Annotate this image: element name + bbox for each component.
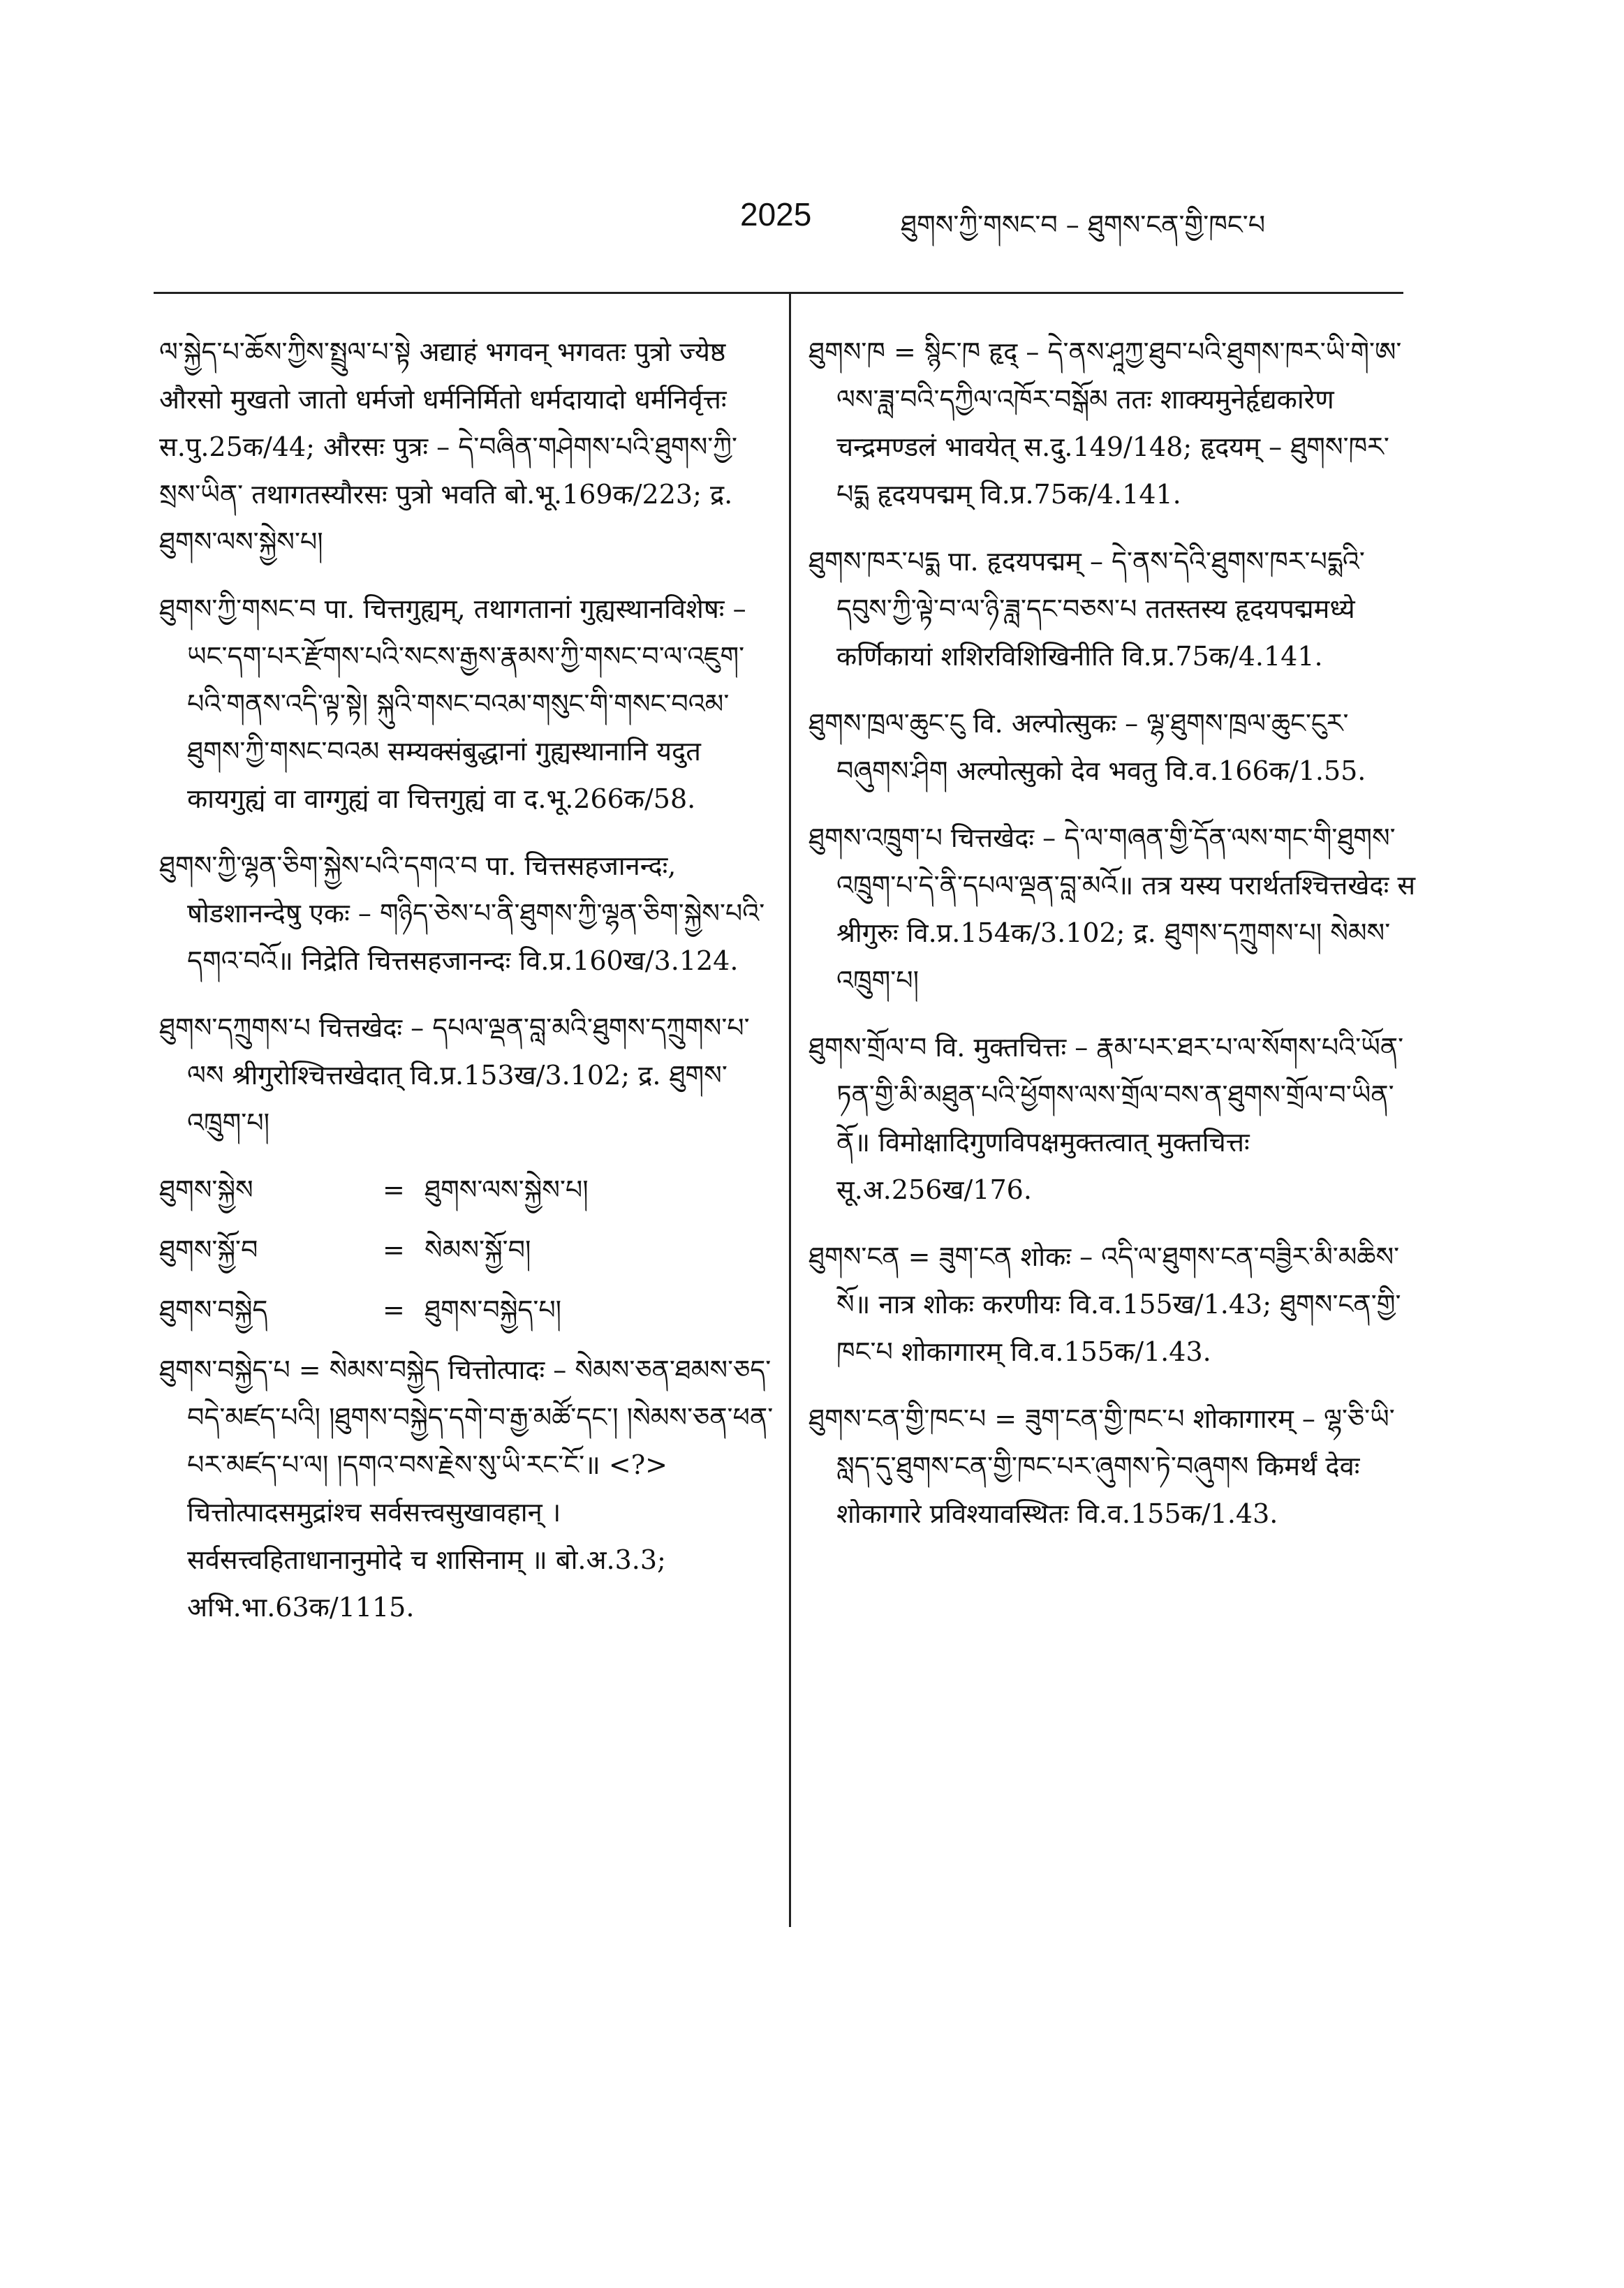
column-divider (789, 293, 791, 1927)
entry: ཐུགས་ཁྲལ་ཆུང་ངུ वि. अल्पोत्सुकः – ལྷ་ཐུགས་ཁྲལ་ཆུང་ངུར་བཞུགས་ཤིག अल्पोत्सुको देव भवतु वि.व.166क/1.55. (809, 708, 1366, 786)
running-head: ཐུགས་ཀྱི་གསང་བ – ཐུགས་ངན་གྱི་ཁང་པ (901, 209, 1266, 240)
xref-term: ཐུགས་བསྐྱེད (159, 1294, 268, 1325)
entry: ཐུགས་བསྐྱེད་པ = སེམས་བསྐྱེད चित्तोत्पादः – སེམས་ཅན་ཐམས་ཅད་བདེ་མཛད་པའི། །ཐུགས་བསྐྱེད་དགེ་བ་རྒྱ་མཚོ་དང་། །སེམས་ཅན་ཕན་པར་མཛད་པ་ལ། །དགའ་བས་རྗེས་སུ་ཡི་རང་ངོ་॥ <?> चित्तोत्पादसमुद्रांश्च सर्वसत्त्वसुखावहान् । सर्वसत्त्वहिताधानानुमोदे च शासिनाम् ॥ बो.अ.3.3; अभि.भा.63क/1115. (159, 1355, 774, 1623)
xref-target: ཐུགས་ལས་སྐྱེས་པ། (425, 1174, 589, 1205)
entry: ཐུགས་ཁ = སྙིང་ཁ हृद् – དེ་ནས་ཤཱཀྱ་ཐུབ་པའི་ཐུགས་ཁར་ཡི་གེ་ཨ་ལས་ཟླ་བའི་དཀྱིལ་འཁོར་བསྒོམ ततः शाक्यमुनेर्हृद्यकारेण चन्द्रमण्डलं भावयेत् स.दु.149/148; हृदयम् – ཐུགས་ཁར་པདྨ हृदयपद्मम् वि.प्र.75क/4.141. (809, 337, 1402, 510)
entry: ཐུགས་ཀྱི་ལྷན་ཅིག་སྐྱེས་པའི་དགའ་བ पा. चित्तसहजानन्दः, षोडशानन्देषु एकः – གཉིད་ཅེས་པ་ནི་ཐུགས་ཀྱི་ལྷན་ཅིག་སྐྱེས་པའི་དགའ་བའོ॥ निद्रेति चित्तसहजानन्दः वि.प्र.160ख/3.124. (159, 850, 765, 976)
xref-term: ཐུགས་སྐྱོ་བ (159, 1234, 258, 1265)
xref-target: སེམས་སྐྱོ་བ། (425, 1234, 531, 1265)
entry: ཐུགས་ངན = ཟུག་ངན शोकः – འདི་ལ་ཐུགས་ངན་བཟྱིར་མི་མཆིས་སོ॥ नात्र शोकः करणीयः वि.व.155ख/1.43; ཐུགས་ངན་གྱི་ཁང་པ शोकागारम् वि.व.155क/1.43. (809, 1241, 1401, 1367)
xref-eq: = (383, 1234, 405, 1265)
xref-target: ཐུགས་བསྐྱེད་པ། (425, 1294, 562, 1325)
entry-continuation: ལ་སྐྱེད་པ་ཆོས་ཀྱིས་སྤྲུལ་པ་སྟེ अद्याहं भगवन् भगवतः पुत्रो ज्येष्ठ औरसो मुखतो जातो धर्मजो धर्मनिर्मितो धर्मदायादो धर्मनिर्वृत्तः स.पु.25क/44; औरसः पुत्रः – དེ་བཞིན་གཤེགས་པའི་ཐུགས་ཀྱི་སྲས་ཡིན་ तथागतस्यौरसः पुत्रो भवति बो.भू.169क/223; द्र. ཐུགས་ལས་སྐྱེས་པ། (159, 337, 738, 557)
entry: ཐུགས་དཀྲུགས་པ चित्तखेदः – དཔལ་ལྡན་བླ་མའི་ཐུགས་དཀྲུགས་པ་ལས श्रीगुरोश्चित्तखेदात् वि.प्र.153ख/3.102; द्र. ཐུགས་འཁྲུག་པ། (159, 1012, 750, 1138)
cross-reference (159, 1226, 774, 1274)
header-rule (154, 292, 1403, 294)
cross-reference (159, 1286, 774, 1334)
entry: ཐུགས་ཁར་པདྨ पा. हृदयपद्मम् – དེ་ནས་དེའི་ཐུགས་ཁར་པདྨའི་དབུས་ཀྱི་ལྟེ་བ་ལ་ཉི་ཟླ་དང་བཅས་པ ततस्तस्य हृदयपद्ममध्ये कर्णिकायां शशिरविशिखिनीति वि.प्र.75क/4.141. (809, 546, 1365, 672)
right-column (809, 328, 1416, 1557)
left-column (159, 328, 774, 1651)
cross-reference (159, 1166, 774, 1213)
page-number: 2025 (740, 196, 812, 233)
xref-eq: = (383, 1294, 405, 1325)
entry: ཐུགས་ཀྱི་གསང་བ पा. चित्तगुह्यम्, तथागतानां गुह्यस्थानविशेषः – ཡང་དག་པར་རྫོགས་པའི་སངས་རྒྱས་རྣམས་ཀྱི་གསང་བ་ལ་འཇུག་པའི་གནས་འདི་ལྟ་སྟེ། སྐུའི་གསང་བའམ་གསུང་གི་གསང་བའམ་ཐུགས་ཀྱི་གསང་བའམ सम्यक्संबुद्धानां गुह्यस्थानानि यदुत कायगुह्यं वा वाग्गुह्यं वा चित्तगुह्यं वा द.भू.266क/58. (159, 593, 746, 814)
entry: ཐུགས་གྲོལ་བ वि. मुक्तचित्तः – རྣམ་པར་ཐར་པ་ལ་སོགས་པའི་ཡོན་ཏན་གྱི་མི་མཐུན་པའི་ཕྱོགས་ལས་གྲོལ་བས་ན་ཐུགས་གྲོལ་བ་ཡིན་ནོ॥ विमोक्षादिगुणविपक्षमुक्तत्वात् मुक्तचित्तः सू.अ.256ख/176. (809, 1032, 1404, 1205)
page-header (740, 195, 1410, 251)
entry: ཐུགས་ངན་གྱི་ཁང་པ = ཟུག་ངན་གྱི་ཁང་པ शोकागारम् – ལྷ་ཅི་ཡི་སླད་དུ་ཐུགས་ངན་གྱི་ཁང་པར་ཞུགས་ཏེ་བཞུགས किमर्थं देवः शोकागारे प्रविश्यावस्थितः वि.व.155क/1.43. (809, 1403, 1395, 1529)
xref-term: ཐུགས་སྐྱེས (159, 1174, 253, 1205)
entry: ཐུགས་འཁྲུག་པ चित्तखेदः – དེ་ལ་གཞན་གྱི་དོན་ལས་གང་གི་ཐུགས་འཁྲུག་པ་དེ་ནི་དཔལ་ལྡན་བླ་མའོ॥ तत्र यस्य परार्थतश्चित्तखेदः स श्रीगुरुः वि.प्र.154क/3.102; द्र. ཐུགས་དཀྲུགས་པ། སེམས་འཁྲུག་པ། (809, 822, 1416, 996)
xref-eq: = (383, 1174, 405, 1205)
